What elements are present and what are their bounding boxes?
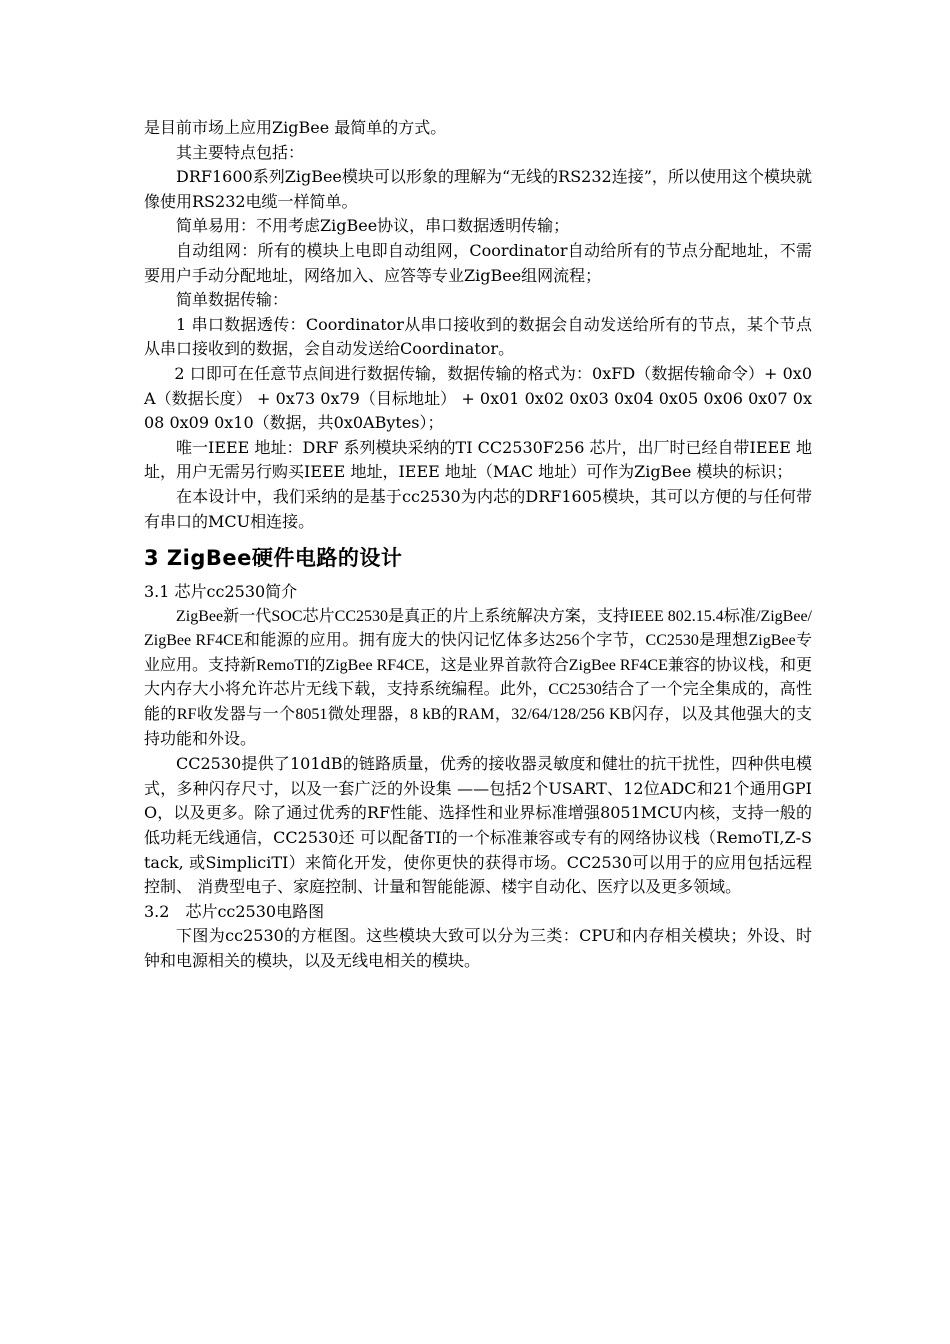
paragraph-rs232: DRF1600系列ZigBee模块可以形象的理解为“无线的RS232连接”，所以使用这个模块就像使用RS232电缆一样简单。 [144, 167, 812, 211]
paragraph-block-diagram: 下图为cc2530的方框图。这些模块大致可以分为三类：CPU和内存相关模块；外设、时钟和电源相关的模块，以及无线电相关的模块。 [144, 926, 812, 970]
paragraph-intro-end: 是目前市场上应用ZigBee 最简单的方式。 [144, 118, 447, 137]
paragraph-serial-transparent: 1 串口数据透传：Coordinator从串口接收到的数据会自动发送给所有的节点，某个节点从串口接收到的数据，会自动发送给Coordinator。 [144, 314, 812, 359]
paragraph-features-lead: 其主要特点包括： [176, 142, 305, 162]
paragraph-auto-network: 自动组网：所有的模块上电即自动组网，Coordinator自动给所有的节点分配地址，不需要用户手动分配地址，网络加入、应答等专业ZigBee组网流程； [144, 240, 812, 285]
subsection-title-3-2: 3.2 芯片cc2530电路图 [144, 901, 325, 921]
paragraph-cc2530-intro: ZigBee新一代SOC芯片CC2530是真正的片上系统解决方案，支持IEEE 802.15.4标准/ZigBee/ZigBee RF4CE和能源的应用。拥有庞大的快闪记忆体多达256个字节，CC2530是理想ZigBee专业应用。支持新RemoTI的ZigBee RF4CE，这是业界首款符合ZigBee RF4CE兼容的协议栈，和更大内存大小将允许芯片无线下载，支持系统编程。此外，CC2530结合了一个完全集成的，高性能的RF收发器与一个8051微处理器，8 kB的RAM，32/64/128/256 KB闪存，以及其他强大的支持功能和外设。 [144, 607, 812, 748]
paragraph-simple-transfer: 简单数据传输： [176, 290, 289, 310]
paragraph-cc2530-features: CC2530提供了101dB的链路质量，优秀的接收器灵敏度和健壮的抗干扰性，四种供电模式，多种闪存尺寸，以及一套广泛的外设集 ——包括2个USART、12位ADC和21个通用GPIO，以及更多。除了通过优秀的RF性能、选择性和业界标准增强8051MCU内核，支持一般的低功耗无线通信，CC2530还 可以配备TI的一个标准兼容或专有的网络协议栈（RemoTI,Z-Stack, 或SimpliciTI）来简化开发，使你更快的获得市场。CC2530可以用于的应用包括远程控制、 消费型电子、家庭控制、计量和智能能源、楼宇自动化、医疗以及更多领域。 [144, 754, 812, 897]
paragraph-ieee-address: 唯一IEEE 地址：DRF 系列模块采纳的TI CC2530F256 芯片，出厂时已经自带IEEE 地址，用户无需另行购买IEEE 地址，IEEE 地址（MAC 地址）可作为ZigBee 模块的标识； [144, 437, 812, 482]
subsection-title-3-1: 3.1 芯片cc2530简介 [144, 582, 298, 602]
paragraph-design-module: 在本设计中，我们采纳的是基于cc2530为内芯的DRF1605模块，其可以方便的与任何带有串口的MCU相连接。 [144, 486, 812, 531]
section-title: 3 ZigBee硬件电路的设计 [144, 546, 403, 571]
document-body [144, 116, 812, 974]
paragraph-easy-use: 简单易用：不用考虑ZigBee协议，串口数据透明传输； [176, 216, 570, 236]
paragraph-data-format: 2 口即可在任意节点间进行数据传输，数据传输的格式为：0xFD（数据传输命令）+ 0x0A（数据长度） + 0x73 0x79（目标地址） + 0x01 0x02 0x03 0x04 0x05 0x06 0x07 0x08 0x09 0x10（数据，共0x0ABytes）； [144, 363, 812, 433]
